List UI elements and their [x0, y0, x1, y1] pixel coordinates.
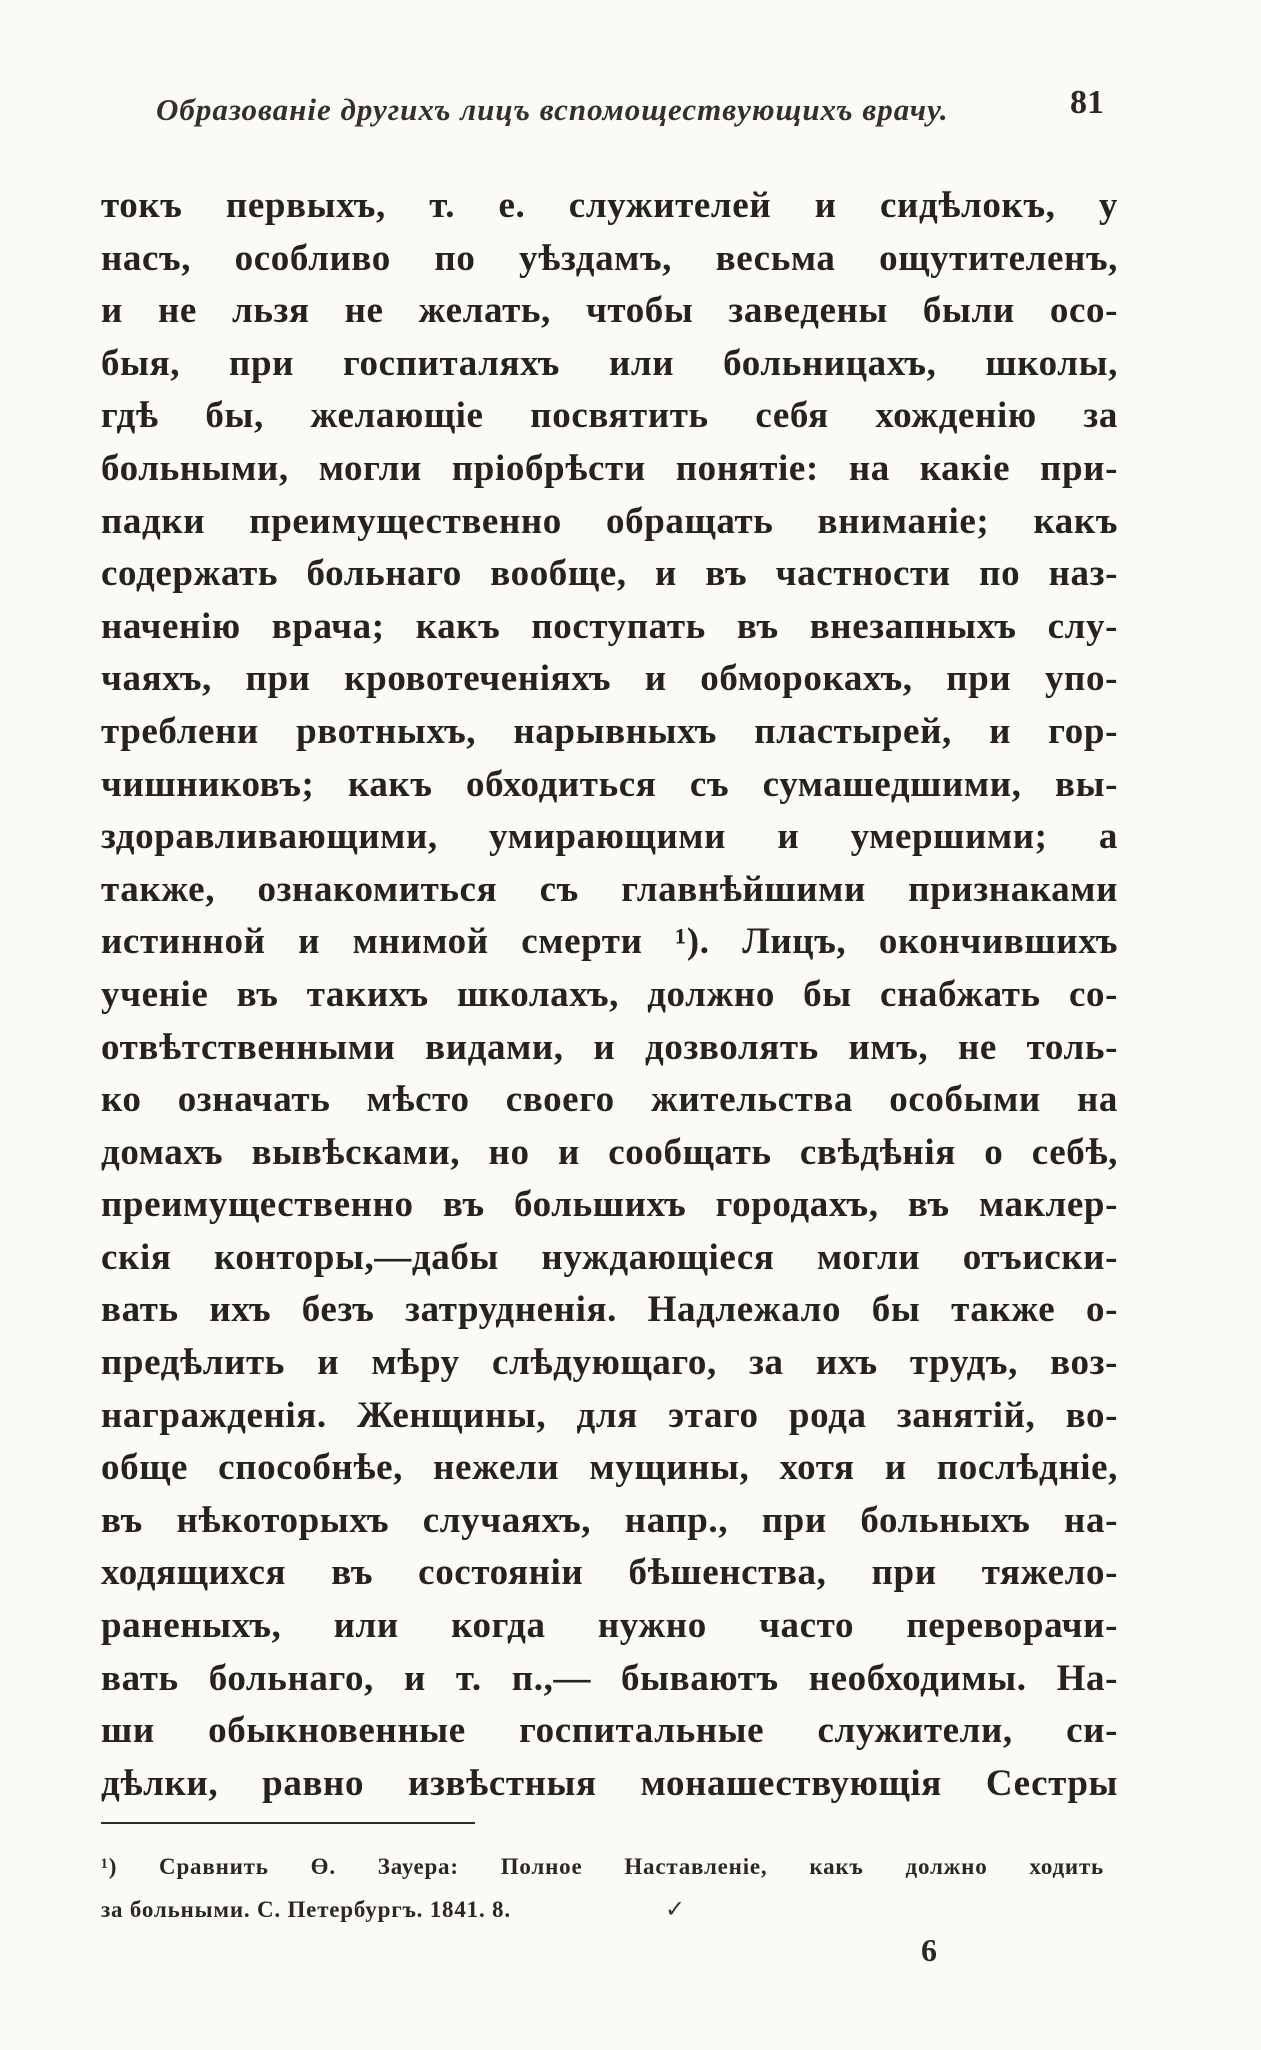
text-line: вать больнаго, и т. п.,— бываютъ необходимы. На-	[101, 1657, 1118, 1699]
footnote-line: ¹) Сравнить Ө. Зауера: Полное Наставленіе, какъ должно ходить	[101, 1854, 1104, 1879]
text-line: ко означать мѣсто своего жительства особыми на	[101, 1079, 1118, 1121]
text-line: ученіе въ такихъ школахъ, должно бы снабжать со-	[101, 973, 1118, 1015]
text-line: гдѣ бы, желающіе посвятить себя хожденію за	[101, 395, 1118, 437]
text-line: токъ первыхъ, т. е. служителей и сидѣлокъ, у	[101, 185, 1118, 226]
text-line: въ нѣкоторыхъ случаяхъ, напр., при больныхъ на-	[101, 1499, 1118, 1541]
footnote-rule	[101, 1822, 475, 1824]
text-line: награжденія. Женщины, для этаго рода занятій, во-	[101, 1394, 1118, 1436]
text-line: насъ, особливо по уѣздамъ, весьма ощутителенъ,	[101, 237, 1118, 279]
text-line: наченію врача; какъ поступать въ внезапныхъ слу-	[101, 605, 1118, 647]
text-line: быя, при госпиталяхъ или больницахъ, школы,	[101, 342, 1118, 384]
text-line: вать ихъ безъ затрудненія. Надлежало бы также о-	[101, 1289, 1118, 1331]
text-line: домахъ вывѣсками, но и сообщать свѣдѣнія о себѣ,	[101, 1131, 1118, 1173]
running-title: Образованіе другихъ лицъ вспомоществующихъ врачу.	[156, 92, 949, 127]
footnote	[101, 1845, 1104, 1931]
text-line: истинной и мнимой смерти ¹). Лицъ, окончившихъ	[101, 921, 1118, 963]
text-line: и не льзя не желать, чтобы заведены были осо-	[101, 290, 1118, 332]
text-line: больными, могли пріобрѣсти понятіе: на какіе при-	[101, 447, 1118, 489]
text-line: треблени рвотныхъ, нарывныхъ пластырей, и гор-	[101, 710, 1118, 752]
text-line: преимущественно въ большихъ городахъ, въ маклер-	[101, 1184, 1118, 1226]
text-line: чишниковъ; какъ обходиться съ сумашедшими, вы-	[101, 763, 1118, 805]
text-line: предѣлить и мѣру слѣдующаго, за ихъ трудъ, воз-	[101, 1342, 1118, 1384]
text-line: дѣлки, равно извѣстныя монашествующія Сестры	[101, 1762, 1118, 1804]
page-number: 81	[1070, 84, 1104, 121]
text-line: обще способнѣе, нежели мущины, хотя и послѣдніе,	[101, 1447, 1118, 1489]
footnote-line: за больными. С. Петербургъ. 1841. 8.	[101, 1897, 511, 1922]
text-line: здоравливающими, умирающими и умершими; а	[101, 816, 1118, 858]
text-line: падки преимущественно обращать вниманіе; какъ	[101, 500, 1118, 542]
main-text	[101, 180, 1118, 1810]
text-line: ходящихся въ состояніи бѣшенства, при тяжело-	[101, 1552, 1118, 1594]
text-line: отвѣтственными видами, и дозволять имъ, не толь-	[101, 1026, 1118, 1068]
text-line: раненыхъ, или когда нужно часто переворачи-	[101, 1605, 1118, 1647]
text-line: также, ознакомиться съ главнѣйшими признаками	[101, 868, 1118, 910]
pencil-check-mark: ✓	[665, 1897, 686, 1923]
printer-signature: 6	[921, 1932, 937, 1968]
text-line: содержать больнаго вообще, и въ частности по наз-	[101, 553, 1118, 595]
text-line: чаяхъ, при кровотеченіяхъ и обморокахъ, при упо-	[101, 658, 1118, 700]
text-line: ши обыкновенные госпитальные служители, си-	[101, 1710, 1118, 1752]
text-line: скія конторы,—дабы нуждающіеся могли отъиски-	[101, 1236, 1118, 1278]
